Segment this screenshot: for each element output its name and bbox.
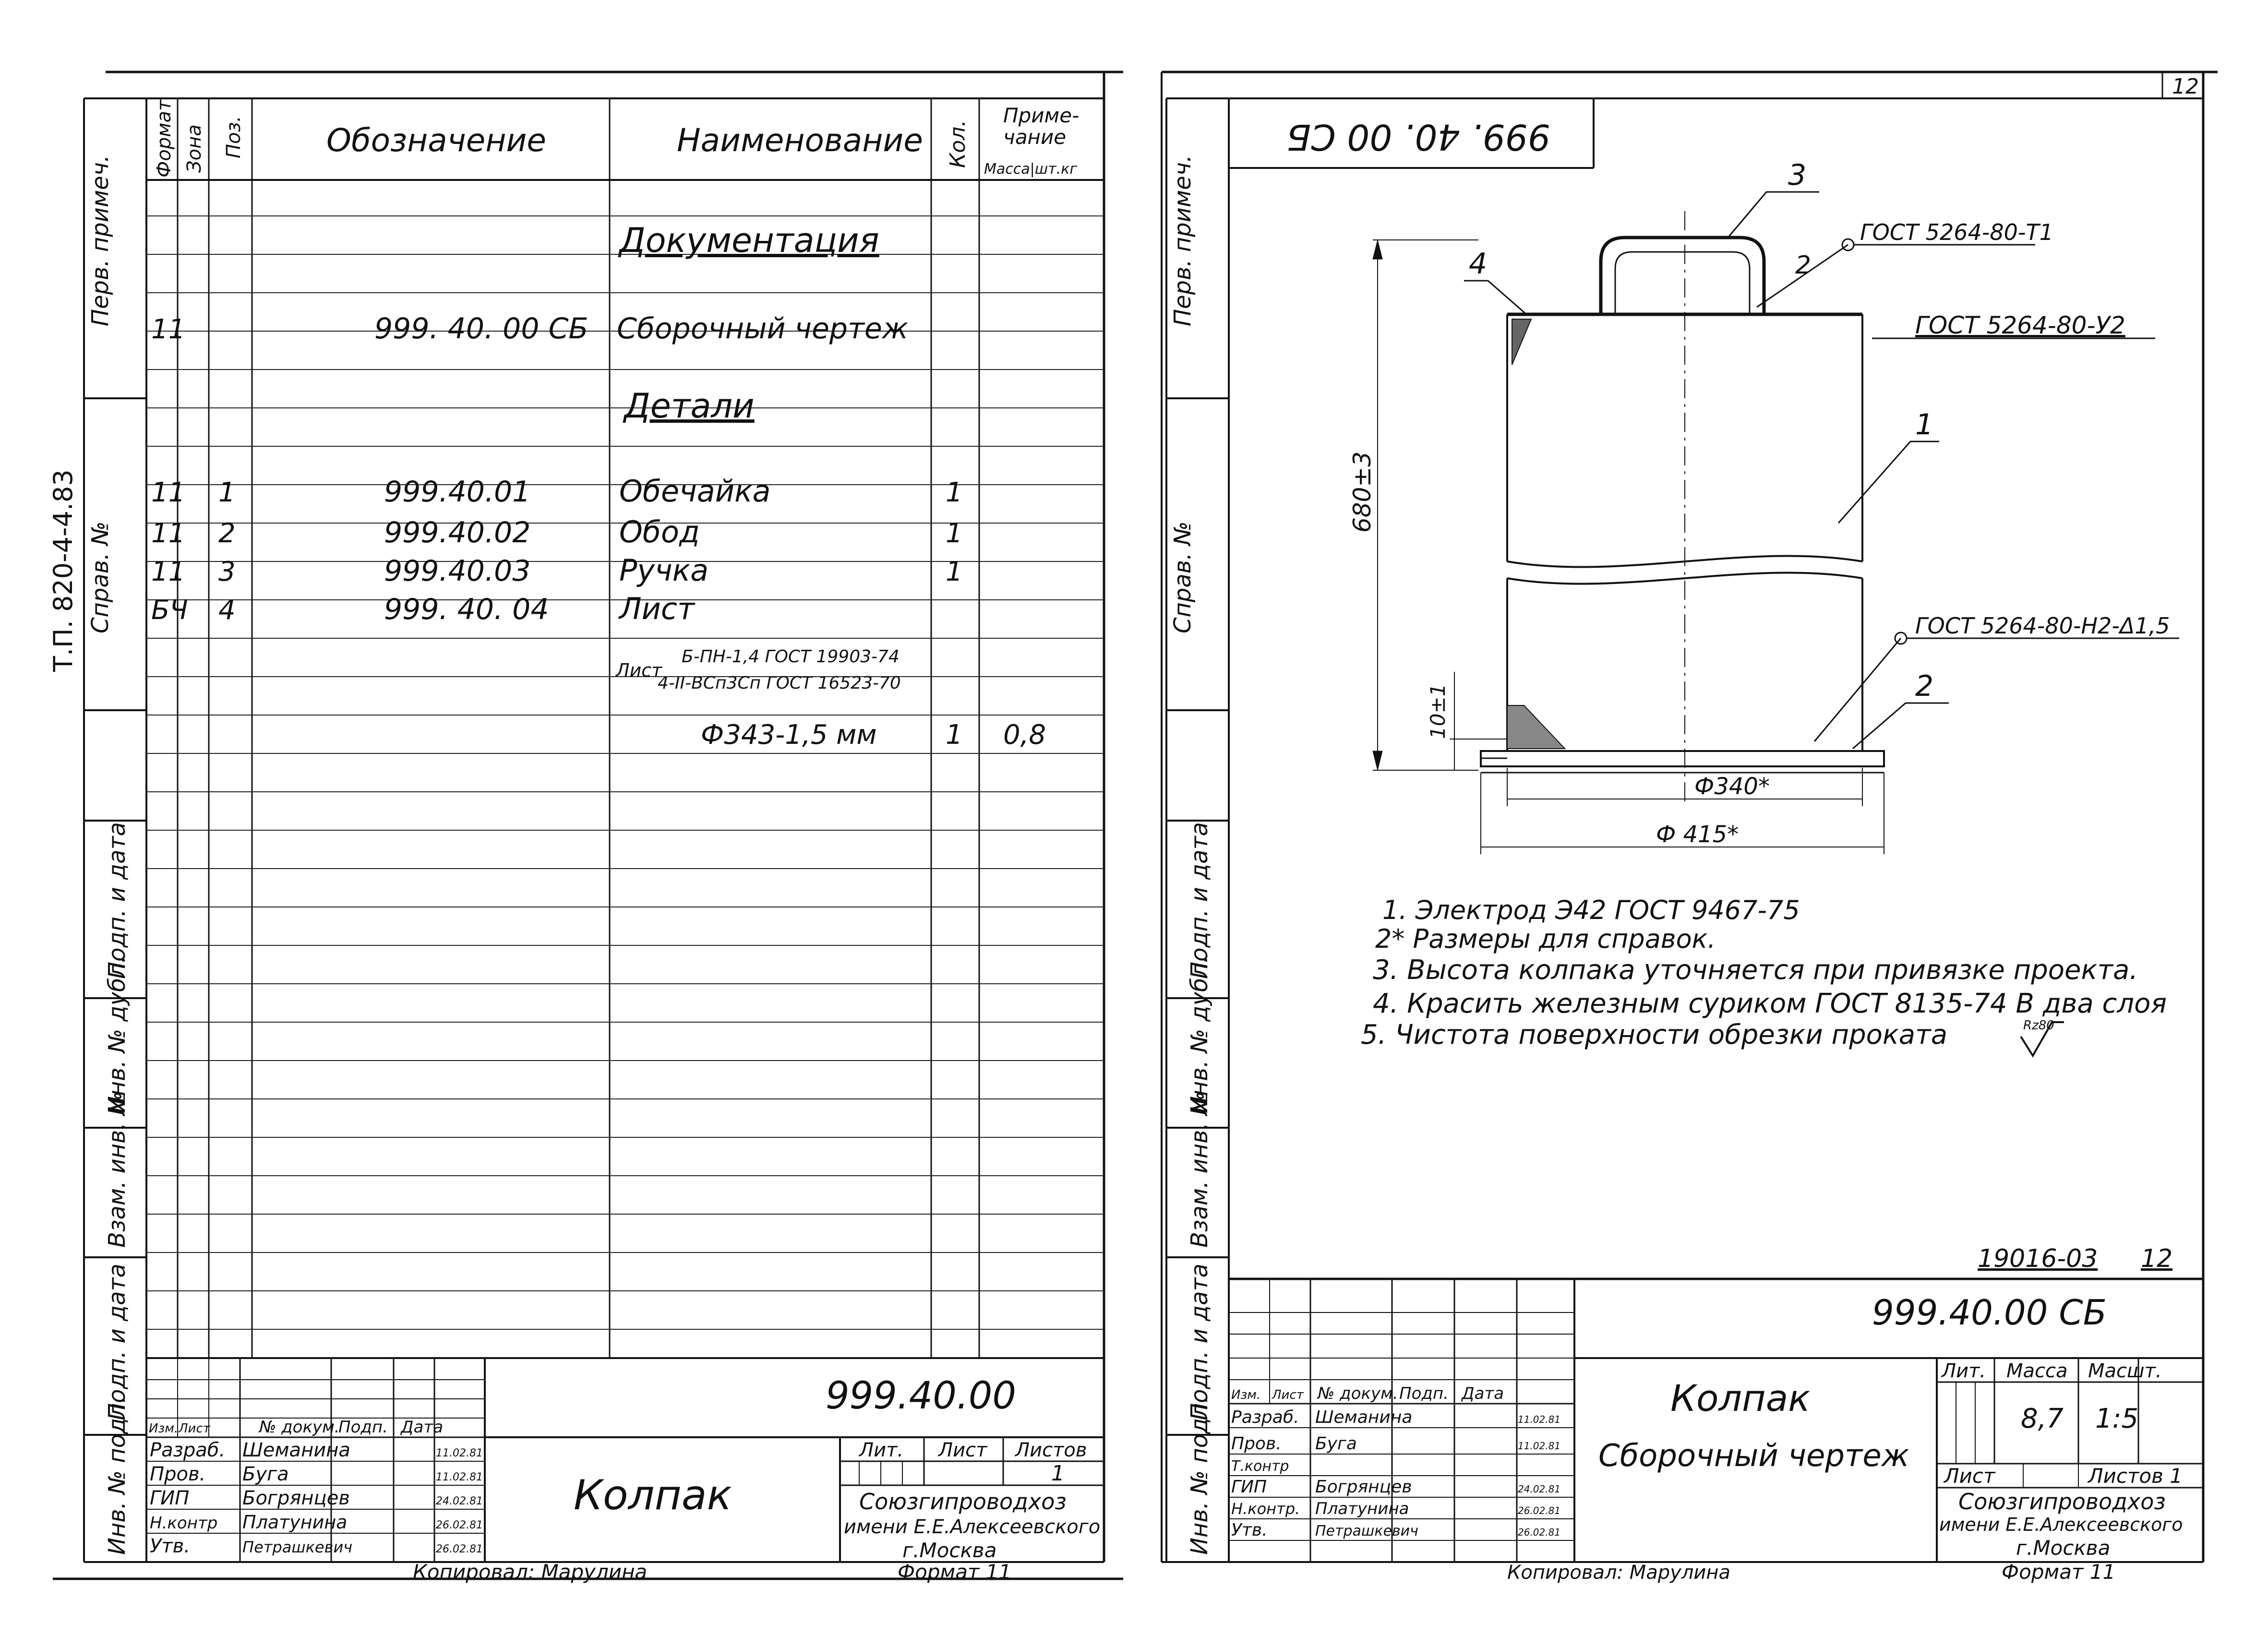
copied-by: Копировал: Марулина	[1507, 1562, 1731, 1584]
note: 1. Электрод Э42 ГОСТ 9467-75	[1382, 895, 1800, 925]
role-label: Пров.	[150, 1463, 206, 1485]
section-documentation: Документация	[619, 221, 879, 260]
margin-label: Инв. № подл.	[104, 1396, 131, 1555]
margin-label: Справ. №	[1169, 521, 1196, 633]
part-qty: 1	[946, 518, 963, 549]
col-head: № докум.	[259, 1418, 340, 1437]
role-label: Н.контр.	[1231, 1500, 1300, 1518]
title-designation: 999.40.00	[826, 1374, 1016, 1418]
col-head: Дата	[1462, 1384, 1504, 1403]
part-format: 11	[151, 477, 186, 508]
col-head: Изм.	[149, 1421, 179, 1436]
role-name: Буга	[1315, 1434, 1357, 1454]
margin-label: Перв. примеч.	[1169, 155, 1196, 326]
material-bottom: 4-II-ВСп3Сп ГОСТ 16523-70	[658, 673, 901, 693]
mass-label: Масса	[2006, 1360, 2068, 1382]
part-pos: 3	[218, 556, 236, 587]
role-label: Утв.	[150, 1535, 190, 1557]
part-designation: 999. 40. 04	[384, 593, 549, 626]
org-line: Союзгипроводхоз	[1958, 1489, 2166, 1515]
role-label: Утв.	[1231, 1520, 1268, 1540]
title-subtitle: Сборочный чертеж	[1598, 1438, 1909, 1474]
part-designation: 999.40.02	[384, 516, 531, 549]
part-qty: 1	[946, 477, 963, 508]
header-mass: Масса|шт.кг	[984, 161, 1078, 178]
margin-label: Взам. инв. №	[104, 1091, 131, 1248]
part-qty: 1	[946, 556, 963, 587]
role-label: Пров.	[1231, 1434, 1282, 1454]
col-head: Лист	[179, 1421, 210, 1436]
part-name: Обод	[619, 514, 700, 549]
part-name: Ручка	[619, 553, 709, 588]
margin-label: Инв. № дубл.	[104, 955, 131, 1113]
weld-symbol: ГОСТ 5264-80-У2	[1915, 311, 2125, 339]
note: 4. Красить железным суриком ГОСТ 8135-74 В два слоя	[1373, 988, 2167, 1019]
header-zone: Зона	[183, 124, 205, 173]
role-date: 11.02.81	[436, 1471, 483, 1483]
title-name: Колпак	[574, 1471, 732, 1519]
note: 2* Размеры для справок.	[1375, 924, 1716, 954]
col-head: Изм.	[1231, 1388, 1261, 1402]
weld-symbol: ГОСТ 5264-80-Т1	[1860, 219, 2053, 245]
material-qty: 1	[946, 719, 963, 751]
sheet-label: Лист	[938, 1439, 987, 1461]
role-date: 26.02.81	[1518, 1527, 1561, 1538]
part-designation: 999.40.01	[384, 475, 531, 509]
header-format: Формат	[153, 99, 175, 178]
callout-4: 4	[1469, 247, 1488, 281]
copied-by: Копировал: Марулина	[413, 1560, 648, 1584]
section-parts: Детали	[624, 386, 755, 426]
header-name: Наименование	[677, 122, 923, 159]
role-date: 11.02.81	[1518, 1414, 1561, 1425]
role-date: 24.02.81	[436, 1495, 483, 1507]
role-date: 26.02.81	[1518, 1505, 1561, 1516]
callout-2: 2	[1795, 251, 1812, 280]
role-date: 26.02.81	[436, 1519, 483, 1531]
role-name: Богрянцев	[1315, 1477, 1412, 1497]
role-name: Буга	[242, 1463, 289, 1485]
material-size: Ф343-1,5 мм	[701, 719, 877, 751]
role-name: Шеманина	[1315, 1407, 1413, 1427]
scale-label: Масшт.	[2088, 1360, 2162, 1382]
role-name: Платунина	[242, 1512, 348, 1533]
margin-label: Перв. примеч.	[87, 155, 114, 326]
material-top: Б-ПН-1,4 ГОСТ 19903-74	[682, 647, 900, 667]
org-line: г.Москва	[902, 1539, 997, 1562]
role-label: Разраб.	[1231, 1407, 1299, 1427]
sheets-label: Листов 1	[2088, 1464, 2183, 1488]
org-line: имени Е.Е.Алексеевского	[1939, 1514, 2183, 1535]
callout-1: 1	[1915, 408, 1934, 441]
doc-row-format: 11	[151, 314, 186, 345]
role-label: ГИП	[150, 1487, 190, 1509]
callout-2: 2	[1915, 669, 1934, 703]
margin-label: Справ. №	[87, 521, 114, 633]
role-name: Богрянцев	[242, 1487, 350, 1509]
org-line: имени Е.Е.Алексеевского	[844, 1516, 1101, 1538]
material-mass: 0,8	[1003, 719, 1046, 751]
document-page: 12	[2141, 1244, 2173, 1273]
part-pos: 4	[218, 595, 236, 626]
margin-label: Подп. и дата	[104, 822, 131, 979]
part-format: БЧ	[151, 595, 188, 626]
part-name: Лист	[619, 591, 695, 626]
role-date: 26.02.81	[436, 1543, 483, 1555]
role-name: Платунина	[1315, 1499, 1409, 1518]
dim-diameter: Ф 415*	[1656, 821, 1739, 848]
note: 5. Чистота поверхности обрезки проката	[1361, 1019, 1948, 1050]
role-label: ГИП	[1231, 1477, 1267, 1497]
dim-small: 10±1	[1426, 683, 1450, 739]
role-label: Т.контр	[1231, 1458, 1289, 1475]
part-name: Обечайка	[619, 474, 771, 509]
org-line: г.Москва	[2016, 1536, 2111, 1560]
material-prefix: Лист	[616, 660, 662, 681]
document-id: 19016-03	[1978, 1244, 2098, 1273]
lit-label: Лит.	[1942, 1360, 1986, 1382]
org-line: Союзгипроводхоз	[859, 1489, 1067, 1515]
margin-label: Инв. № дубл.	[1186, 955, 1213, 1113]
role-name: Петрашкевич	[1315, 1523, 1418, 1539]
sheets-label: Листов	[1015, 1439, 1087, 1461]
col-head: Подп.	[338, 1418, 388, 1437]
role-date: 24.02.81	[1518, 1483, 1561, 1495]
note: 3. Высота колпака уточняется при привязке проекта.	[1373, 954, 2138, 986]
page-number: 12	[2172, 74, 2199, 99]
margin-label: Подп. и дата	[104, 1264, 131, 1420]
margin-label: Инв. № подл.	[1186, 1396, 1213, 1555]
role-name: Шеманина	[242, 1439, 350, 1461]
role-name: Петрашкевич	[242, 1538, 353, 1556]
scale-value: 1:5	[2095, 1403, 2139, 1434]
side-stamp: Т.П. 820-4-4.83	[48, 469, 78, 672]
part-pos: 1	[218, 477, 236, 508]
header-designation: Обозначение	[326, 122, 546, 159]
header-pos: Поз.	[223, 116, 245, 158]
sheet-label: Лист	[1944, 1464, 1995, 1488]
doc-row-designation: 999. 40. 00 СБ	[374, 312, 588, 346]
role-label: Разраб.	[150, 1439, 226, 1461]
col-head: Дата	[401, 1418, 444, 1437]
role-date: 11.02.81	[1518, 1440, 1561, 1452]
corner-designation: 999. 40. 00 СБ	[1286, 116, 1550, 157]
dim-height: 680±3	[1348, 451, 1376, 533]
role-date: 11.02.81	[436, 1447, 483, 1459]
header-note: чание	[1003, 125, 1067, 149]
part-format: 11	[151, 518, 186, 549]
col-head: Подп.	[1399, 1384, 1449, 1403]
col-head: № докум.	[1318, 1384, 1398, 1403]
margin-label: Взам. инв. №	[1186, 1091, 1213, 1248]
format-label: Формат 11	[898, 1560, 1012, 1584]
callout-3: 3	[1788, 158, 1807, 192]
format-label: Формат 11	[2002, 1560, 2116, 1584]
part-pos: 2	[218, 518, 236, 549]
roughness-value: Rz80	[2023, 1018, 2054, 1033]
doc-row-name: Сборочный чертеж	[617, 312, 908, 346]
part-format: 11	[151, 556, 186, 587]
weld-symbol: ГОСТ 5264-80-Н2-Δ1,5	[1915, 613, 2170, 639]
col-head: Лист	[1272, 1388, 1304, 1402]
header-qty: Кол.	[946, 119, 970, 168]
title-designation: 999.40.00 СБ	[1872, 1292, 2107, 1333]
sheets-value: 1	[1051, 1461, 1065, 1486]
lit-label: Лит.	[859, 1439, 904, 1461]
title-name: Колпак	[1670, 1377, 1811, 1419]
margin-label: Подп. и дата	[1186, 1264, 1213, 1420]
part-designation: 999.40.03	[384, 554, 531, 588]
mass-value: 8,7	[2021, 1403, 2064, 1434]
header-note: Приме-	[1003, 104, 1080, 127]
role-label: Н.контр	[150, 1514, 218, 1533]
dim-diameter: Ф340*	[1694, 773, 1770, 800]
margin-label: Подп. и дата	[1186, 822, 1213, 979]
